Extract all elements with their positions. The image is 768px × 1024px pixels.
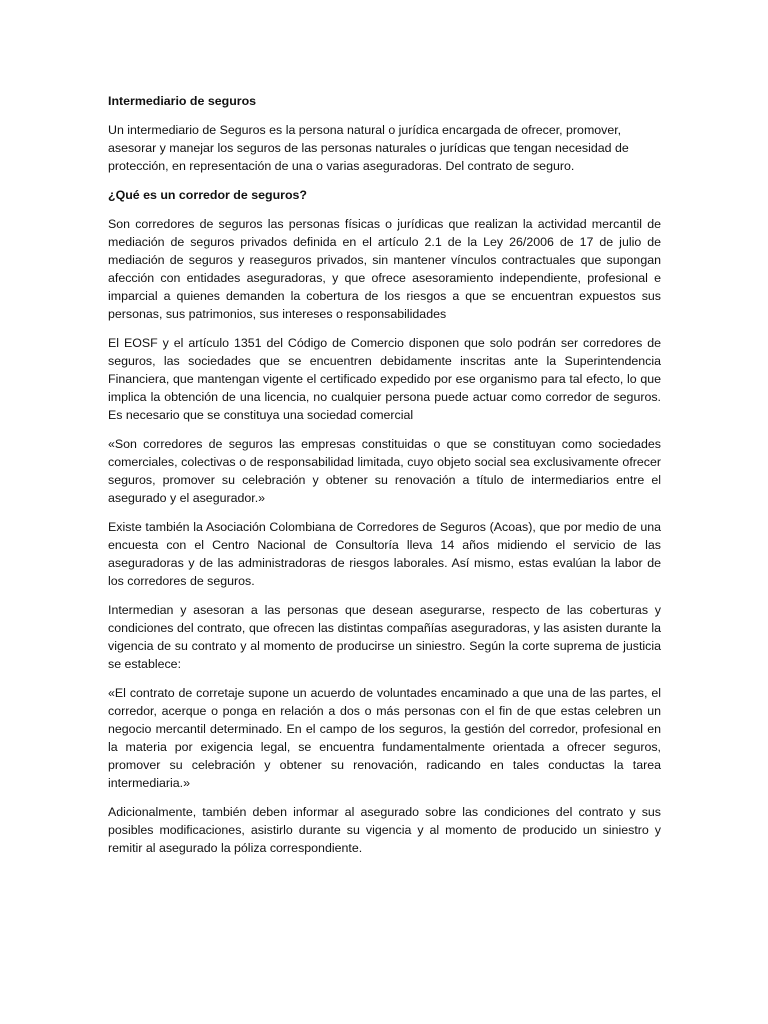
paragraph-intermedian: Intermedian y asesoran a las personas que desean asegurarse, respecto de las coberturas y condiciones del contrato, que ofrecen las distintas compañías aseguradoras, y las asisten durante la vigencia de su contrato y al momento de producirse un siniestro. Según la corte suprema de justicia se establece: <box>108 603 661 671</box>
paragraph-quote-corredores: «Son corredores de seguros las empresas constituidas o que se constituyan como sociedades comerciales, colectivas o de responsabilidad limitada, cuyo objeto social sea exclusivamente ofrecer seguros, promover su celebración y obtener su renovación a título de intermediarios entre el asegurado y el asegurador.» <box>108 437 661 505</box>
section-question-heading: ¿Qué es un corredor de seguros? <box>108 188 307 202</box>
paragraph-acoas: Existe también la Asociación Colombiana de Corredores de Seguros (Acoas), que por medio de una encuesta con el Centro Nacional de Consultoría lleva 14 años midiendo el servicio de las aseguradoras y de las administradoras de riesgos laborales. Así mismo, estas evalúan la labor de los corredores de seguros. <box>108 520 661 588</box>
paragraph-adicionalmente: Adicionalmente, también deben informar al asegurado sobre las condiciones del contrato y sus posibles modificaciones, asistirlo durante su vigencia y al momento de producido un siniestro y remitir al asegurado la póliza correspondiente. <box>108 805 661 855</box>
document-title: Intermediario de seguros <box>108 94 257 108</box>
paragraph-eosf: El EOSF y el artículo 1351 del Código de Comercio disponen que solo podrán ser corredores de seguros, las sociedades que se encuentren debidamente inscritas ante la Superintendencia Financiera, que mantengan vigente el certificado expedido por ese organismo para tal efecto, lo que implica la obtención de una licencia, no cualquier persona puede actuar como corredor de seguros. Es necesario que se constituya una sociedad comercial <box>108 336 661 422</box>
paragraph-definition: Son corredores de seguros las personas físicas o jurídicas que realizan la actividad mercantil de mediación de seguros privados definida en el artículo 2.1 de la Ley 26/2006 de 17 de julio de mediación de seguros y reaseguros privados, sin mantener vínculos contractuales que supongan afección con entidades aseguradoras, y que ofrece asesoramiento independiente, profesional e imparcial a quienes demanden la cobertura de los riesgos a que se encuentran expuestos sus personas, sus patrimonios, sus intereses o responsabilidades <box>108 217 661 321</box>
paragraph-quote-corretaje: «El contrato de corretaje supone un acuerdo de voluntades encaminado a que una de las partes, el corredor, acerque o ponga en relación a dos o más personas con el fin de que estas celebren un negocio mercantil determinado. En el campo de los seguros, la gestión del corredor, profesional en la materia por exigencia legal, se encuentra fundamentalmente orientada a ofrecer seguros, promover su celebración y obtener su renovación, radicando en tales conductas la tarea intermediaria.» <box>108 686 661 790</box>
document-page <box>108 92 661 868</box>
intro-paragraph: Un intermediario de Seguros es la persona natural o jurídica encargada de ofrecer, promover, asesorar y manejar los seguros de las personas naturales o jurídicas que tengan necesidad de protección, en representación de una o varias aseguradoras. Del contrato de seguro. <box>108 123 629 173</box>
